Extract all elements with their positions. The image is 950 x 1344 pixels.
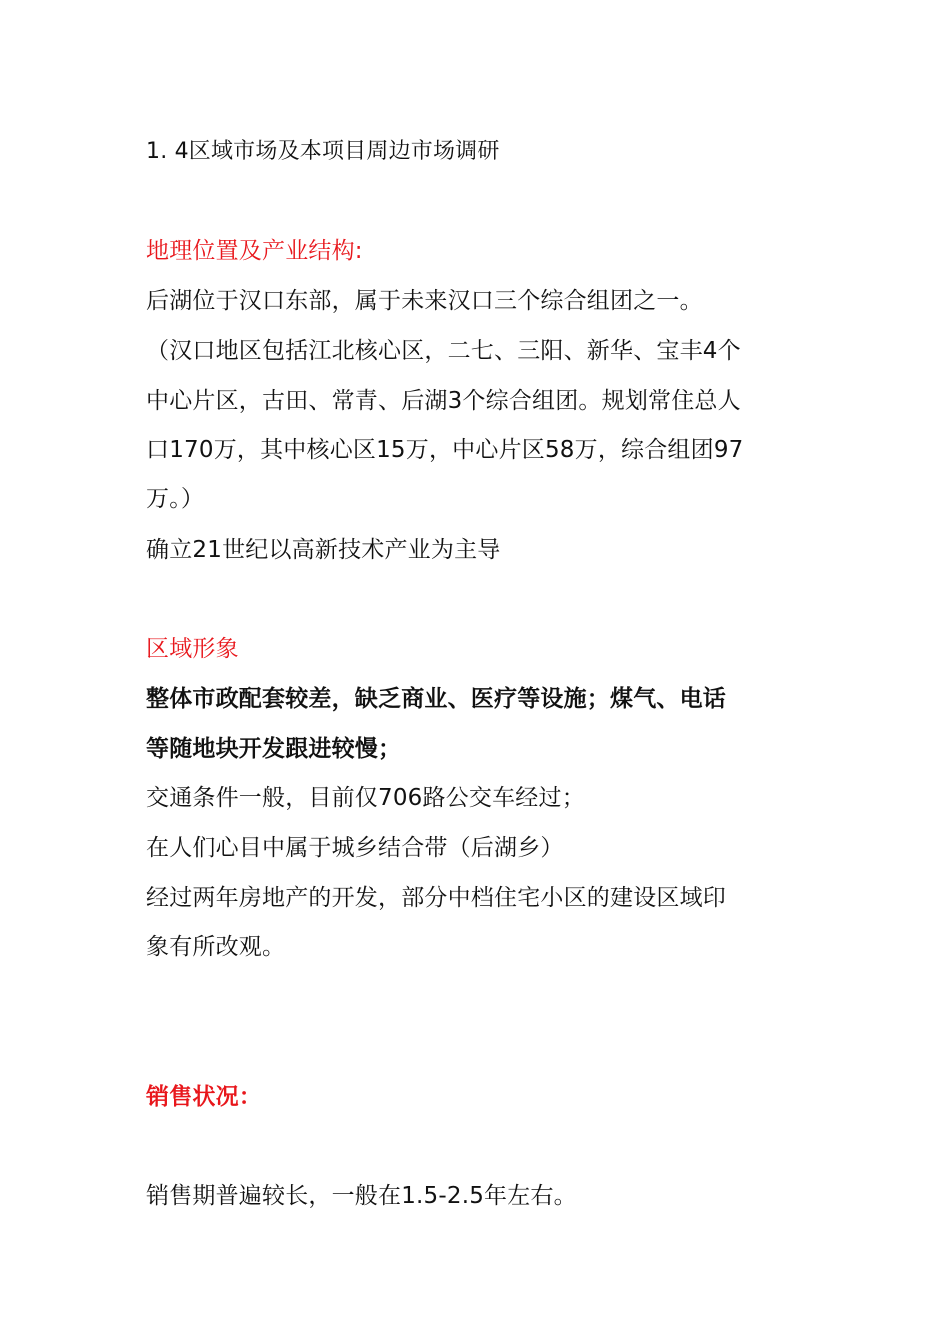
image-line-3: 经过两年房地产的开发，部分中档住宅小区的建设区域印 (146, 885, 726, 911)
section-image-heading: 区域形象 (146, 636, 239, 662)
geo-line-6: 确立21世纪以高新技术产业为主导 (146, 537, 501, 563)
section-sales-heading: 销售状况： (146, 1084, 262, 1110)
geo-line-1: 后湖位于汉口东部，属于未来汉口三个综合组团之一。 (146, 288, 703, 314)
geo-line-3: 中心片区，古田、常青、后湖3个综合组团。规划常住总人 (146, 388, 741, 414)
geo-line-4: 口170万，其中核心区15万，中心片区58万，综合组团97 (146, 437, 744, 463)
image-bold-line-1: 整体市政配套较差，缺乏商业、医疗等设施；煤气、电话 (146, 686, 726, 712)
image-line-1: 交通条件一般，目前仅706路公交车经过； (146, 785, 585, 811)
page-title: 1. 4区域市场及本项目周边市场调研 (146, 139, 500, 164)
geo-line-2: （汉口地区包括江北核心区，二七、三阳、新华、宝丰4个 (146, 338, 741, 364)
image-line-4: 象有所改观。 (146, 934, 286, 960)
image-line-2: 在人们心目中属于城乡结合带（后湖乡） (146, 835, 564, 861)
sales-line-1: 销售期普遍较长，一般在1.5-2.5年左右。 (146, 1183, 577, 1209)
geo-line-5: 万。） (146, 486, 205, 512)
image-bold-line-2: 等随地块开发跟进较慢； (146, 736, 402, 762)
section-geo-heading: 地理位置及产业结构: (146, 238, 363, 264)
